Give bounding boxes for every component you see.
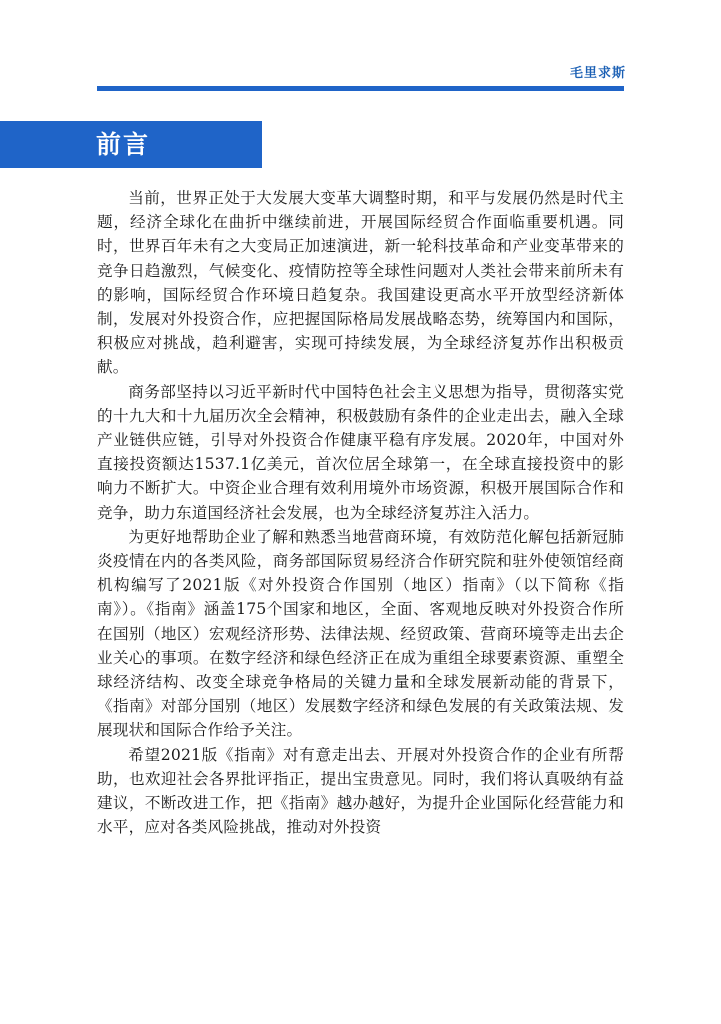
section-title: 前言 bbox=[96, 130, 151, 159]
body-text bbox=[97, 186, 624, 839]
paragraph-3: 为更好地帮助企业了解和熟悉当地营商环境，有效防范化解包括新冠肺炎疫情在内的各类风险，商务部国际贸易经济合作研究院和驻外使领馆经商机构编写了2021版《对外投资合作国别（地区）指南》（以下简称《指南》）。《指南》涵盖175个国家和地区，全面、客观地反映对外投资合作所在国别（地区）宏观经济形势、法律法规、经贸政策、营商环境等走出去企业关心的事项。在数字经济和绿色经济正在成为重组全球要素资源、重塑全球经济结构、改变全球竞争格局的关键力量和全球发展新动能的背景下，《指南》对部分国别（地区）发展数字经济和绿色发展的有关政策法规、发展现状和国际合作给予关注。 bbox=[97, 527, 624, 740]
paragraph-1: 当前，世界正处于大发展大变革大调整时期，和平与发展仍然是时代主题，经济全球化在曲折中继续前进，开展国际经贸合作面临重要机遇。同时，世界百年未有之大变局正加速演进，新一轮科技革命和产业变革带来的竞争日趋激烈，气候变化、疫情防控等全球性问题对人类社会带来前所未有的影响，国际经贸合作环境日趋复杂。我国建设更高水平开放型经济新体制，发展对外投资合作，应把握国际格局发展战略态势，统筹国内和国际，积极应对挑战，趋利避害，实现可持续发展，为全球经济复苏作出积极贡献。 bbox=[97, 189, 624, 377]
paragraph-4: 希望2021版《指南》对有意走出去、开展对外投资合作的企业有所帮助，也欢迎社会各界批评指正，提出宝贵意见。同时，我们将认真吸纳有益建议，不断改进工作，把《指南》越办越好，为提升企业国际化经营能力和水平，应对各类风险挑战，推动对外投资 bbox=[97, 745, 624, 837]
header-rule bbox=[97, 86, 624, 91]
paragraph-2: 商务部坚持以习近平新时代中国特色社会主义思想为指导，贯彻落实党的十九大和十九届历次全会精神，积极鼓励有条件的企业走出去，融入全球产业链供应链，引导对外投资合作健康平稳有序发展。2020年，中国对外直接投资额达1537.1亿美元，首次位居全球第一，在全球直接投资中的影响力不断扩大。中资企业合理有效利用境外市场资源，积极开展国际合作和竞争，助力东道国经济社会发展，也为全球经济复苏注入活力。 bbox=[97, 382, 624, 522]
running-header-title: 毛里求斯 bbox=[569, 66, 626, 81]
